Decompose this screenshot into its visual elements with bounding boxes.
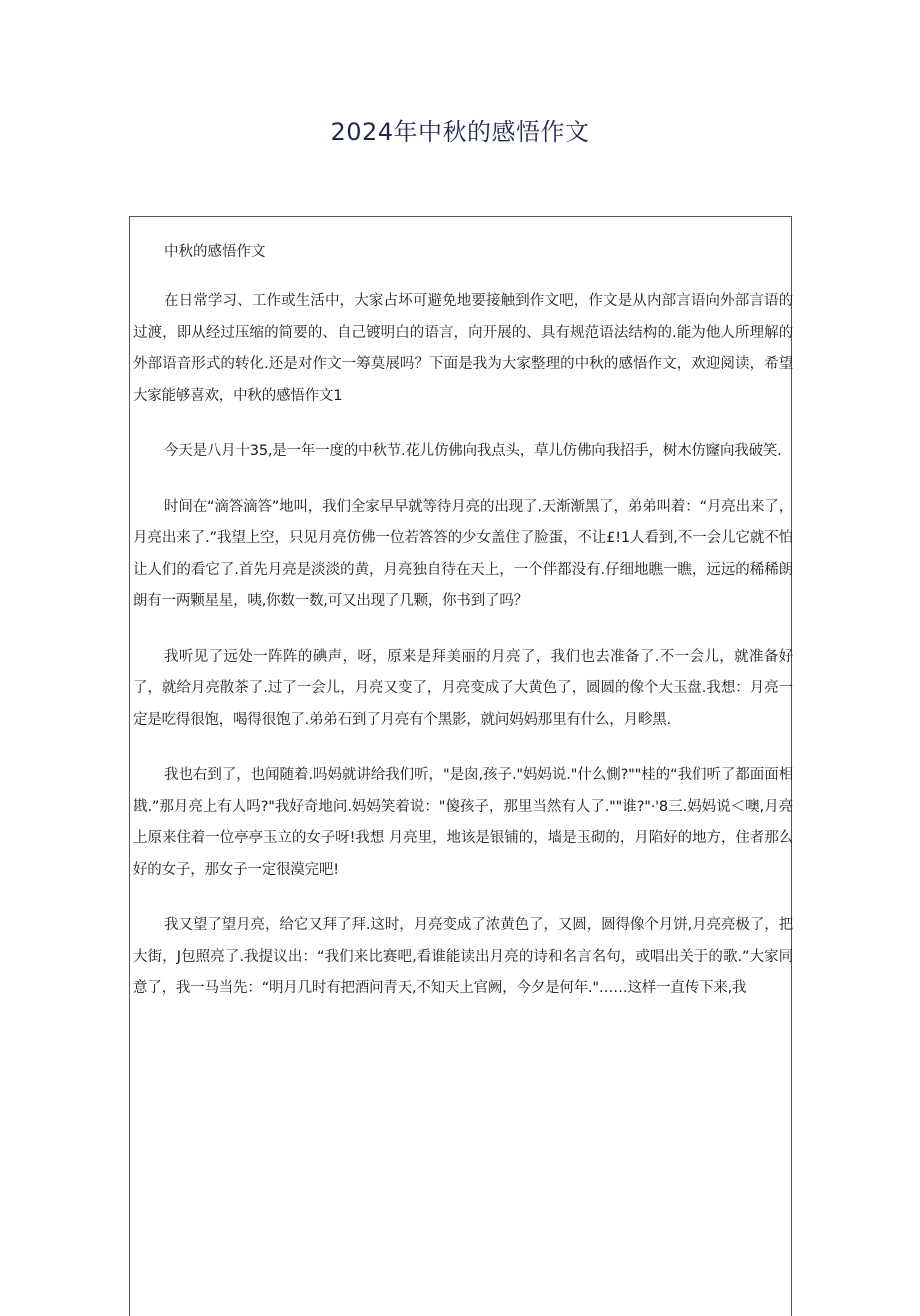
article-subheading: 中秋的感悟作文 <box>164 244 266 260</box>
paragraph-mid-autumn-day: 今天是八月十35,是一年一度的中秋节.花儿仿佛向我点头，草儿仿佛向我招手，树木仿窿向我破笑. <box>164 443 782 459</box>
paragraph-worship-moon: 我听见了远处一阵阵的碘声，呀，原来是拜美丽的月亮了，我们也去准备了.不一会儿，就准备好了，就给月亮散茶了.过了一会儿，月亮又变了，月亮变成了大黄色了，圆圆的像个大玉盘.我想：月亮一定是吃得很饱，喝得很饱了.弟弟石到了月亮有个黑影，就问妈妈那里有什么，月畛黑. <box>133 648 793 728</box>
paragraph-intro: 在日常学习、工作或生活中，大家占坏可避免地要接触到作文吧，作文是从内部言语向外部言语的过渡，即从经过压缩的简要的、自己镀明白的语言，向开展的、具有规范语法结构的.能为他人所理解的外部语音形式的转化.还是对作文一筹莫展吗？下面是我为大家整理的中秋的感悟作文，欢迎阅读，希望大家能够喜欢，中秋的感悟作文1 <box>133 293 793 404</box>
paragraph-moon-legend: 我也右到了，也闻随着.吗妈就讲给我们听，"是囱,孩子."妈妈说."什么惻?""桂的“我们听了都面面相戡.”那月亮上有人吗?"我好奇地问.妈妈笑着说："傻孩子，那里当然有人了.""谁?"·'8三.妈妈说＜噢,月亮上原来住着一位亭亭玉立的女子呀!我想 月亮里，地该是银铺的，墙是玉砌的，月陷好的地方，住者那么好的女子，那女子一定很漠完吧! <box>133 767 793 878</box>
paragraph-moon-rising: 时间在“滴答滴答”地叫，我们全家早早就等待月亮的出现了.天渐渐黑了，弟弟叫着：“月亮出来了，月亮出来了.”我望上空，只见月亮仿佛一位若答答的少女盖住了脸蛋，不让£!1人看到,不一会儿它就不怕让人们的看它了.首先月亮是淡淡的黄，月亮独自待在天上，一个伴都没有.仔细地瞧一瞧，远远的稀稀朗朗有一两颗星星，咦,你数一数,可又出现了几颗，你书到了吗？ <box>133 498 793 609</box>
article-body <box>133 242 793 1029</box>
content-frame <box>129 216 792 1316</box>
document-title: 2024年中秋的感悟作文 <box>330 118 590 146</box>
paragraph-poem-contest: 我又望了望月亮，给它又拜了拜.这时，月亮变成了浓黄色了，又圆，圆得像个月饼,月亮亮极了，把大街，J包照亮了.我提议出：“我们来比赛吧,看谁能读出月亮的诗和名言名句，或唱出关于的歌.”大家同意了，我一马当先：“明月几时有把酒问青天,不知天上官阙，今夕是何年."……这样一直传下来,我 <box>133 917 793 996</box>
